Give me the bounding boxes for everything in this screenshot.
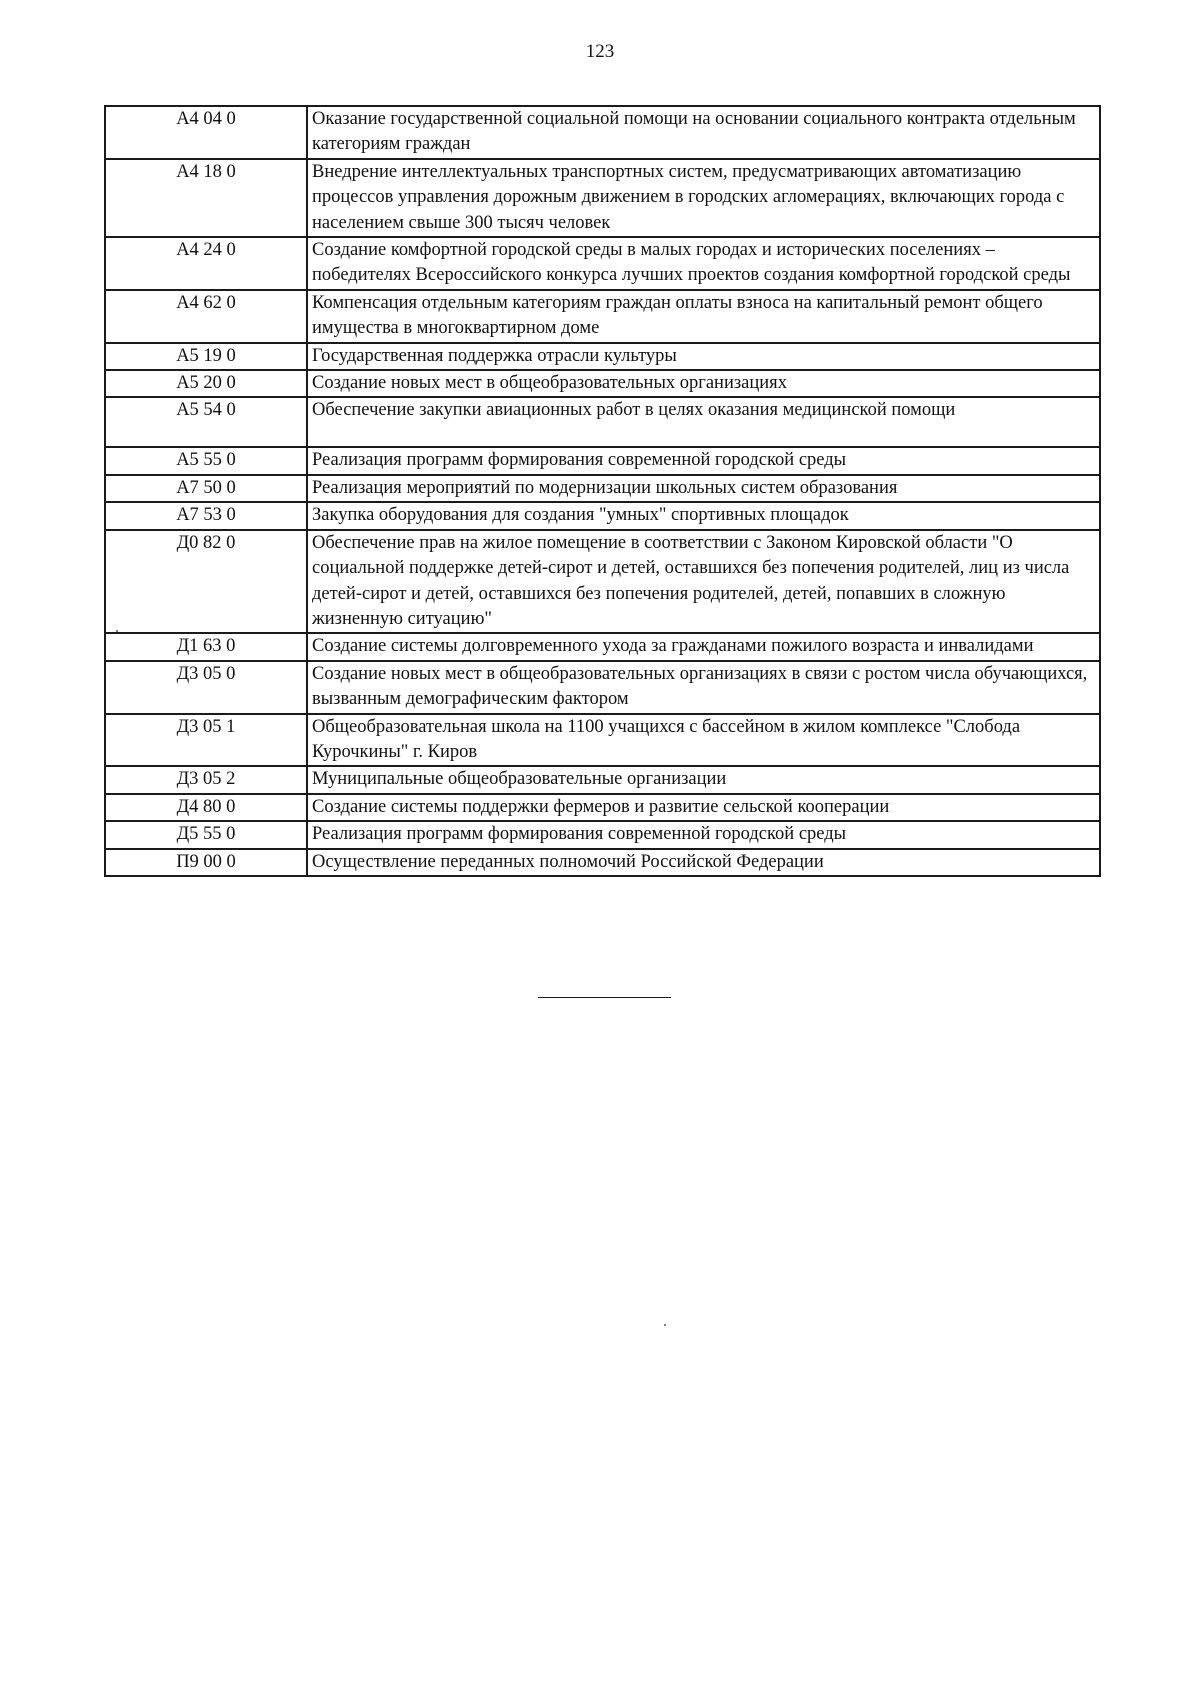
budget-codes-table: [104, 105, 1101, 877]
row-description: Обеспечение прав на жилое помещение в соответствии с Законом Кировской области "О социальной поддержке детей-сирот и детей, оставшихся без попечения родителей, лиц из числа детей-сирот и детей, оставшихся без попечения родителей, детей, попавших в сложную жизненную ситуацию": [307, 530, 1100, 634]
row-description: Компенсация отдельным категориям граждан оплаты взноса на капитальный ремонт общего имущества в многоквартирном доме: [307, 290, 1100, 343]
table-row: [105, 159, 1100, 237]
row-description: Осуществление переданных полномочий Российской Федерации: [307, 849, 1100, 876]
row-code: А4 62 0: [105, 290, 307, 343]
row-code: А7 50 0: [105, 475, 307, 502]
row-code: Д0 82 0: [105, 530, 307, 634]
row-description: Создание комфортной городской среды в малых городах и исторических поселениях – победителях Всероссийского конкурса лучших проектов создания комфортной городской среды: [307, 237, 1100, 290]
table-row: [105, 714, 1100, 767]
row-code: Д3 05 0: [105, 661, 307, 714]
row-code: Д1 63 0: [105, 633, 307, 660]
table-row: [105, 447, 1100, 474]
row-code: А4 24 0: [105, 237, 307, 290]
row-description: Обеспечение закупки авиационных работ в целях оказания медицинской помощи: [307, 397, 1100, 447]
table-row: [105, 343, 1100, 370]
row-description: Реализация программ формирования современной городской среды: [307, 821, 1100, 848]
table-row: [105, 821, 1100, 848]
row-code: А4 18 0: [105, 159, 307, 237]
row-code: Д3 05 1: [105, 714, 307, 767]
row-description: Внедрение интеллектуальных транспортных систем, предусматривающих автоматизацию процессов управления дорожным движением в городских агломерациях, включающих города с населением свыше 300 тысяч человек: [307, 159, 1100, 237]
table-row: [105, 633, 1100, 660]
row-code: А5 55 0: [105, 447, 307, 474]
table-row: [105, 766, 1100, 793]
table-row: [105, 397, 1100, 447]
table-row: [105, 794, 1100, 821]
table-row: [105, 661, 1100, 714]
table-row: [105, 237, 1100, 290]
table-row: [105, 475, 1100, 502]
row-description: Реализация программ формирования современной городской среды: [307, 447, 1100, 474]
row-description: Оказание государственной социальной помощи на основании социального контракта отдельным категориям граждан: [307, 106, 1100, 159]
row-code: А5 19 0: [105, 343, 307, 370]
row-description: Создание системы долговременного ухода за гражданами пожилого возраста и инвалидами: [307, 633, 1100, 660]
row-code: Д3 05 2: [105, 766, 307, 793]
page-number: 123: [585, 41, 615, 62]
table-row: [105, 502, 1100, 529]
row-description: Закупка оборудования для создания "умных" спортивных площадок: [307, 502, 1100, 529]
row-description: Реализация мероприятий по модернизации школьных систем образования: [307, 475, 1100, 502]
row-code: Д4 80 0: [105, 794, 307, 821]
table-row: [105, 849, 1100, 876]
row-description: Государственная поддержка отрасли культуры: [307, 343, 1100, 370]
scan-speck: [664, 1324, 666, 1326]
row-code: А4 04 0: [105, 106, 307, 159]
row-code: А5 54 0: [105, 397, 307, 447]
row-description: Муниципальные общеобразовательные организации: [307, 766, 1100, 793]
row-code: А5 20 0: [105, 370, 307, 397]
row-code: Д5 55 0: [105, 821, 307, 848]
end-separator-line: [538, 997, 671, 998]
row-description: Создание новых мест в общеобразовательных организациях в связи с ростом числа обучающихся, вызванным демографическим фактором: [307, 661, 1100, 714]
scan-speck: [116, 630, 118, 632]
row-description: Общеобразовательная школа на 1100 учащихся с бассейном в жилом комплексе "Слобода Курочкины" г. Киров: [307, 714, 1100, 767]
table-row: [105, 530, 1100, 634]
table-row: [105, 290, 1100, 343]
table-row: [105, 370, 1100, 397]
row-description: Создание системы поддержки фермеров и развитие сельской кооперации: [307, 794, 1100, 821]
row-description: Создание новых мест в общеобразовательных организациях: [307, 370, 1100, 397]
table-row: [105, 106, 1100, 159]
row-code: П9 00 0: [105, 849, 307, 876]
row-code: А7 53 0: [105, 502, 307, 529]
